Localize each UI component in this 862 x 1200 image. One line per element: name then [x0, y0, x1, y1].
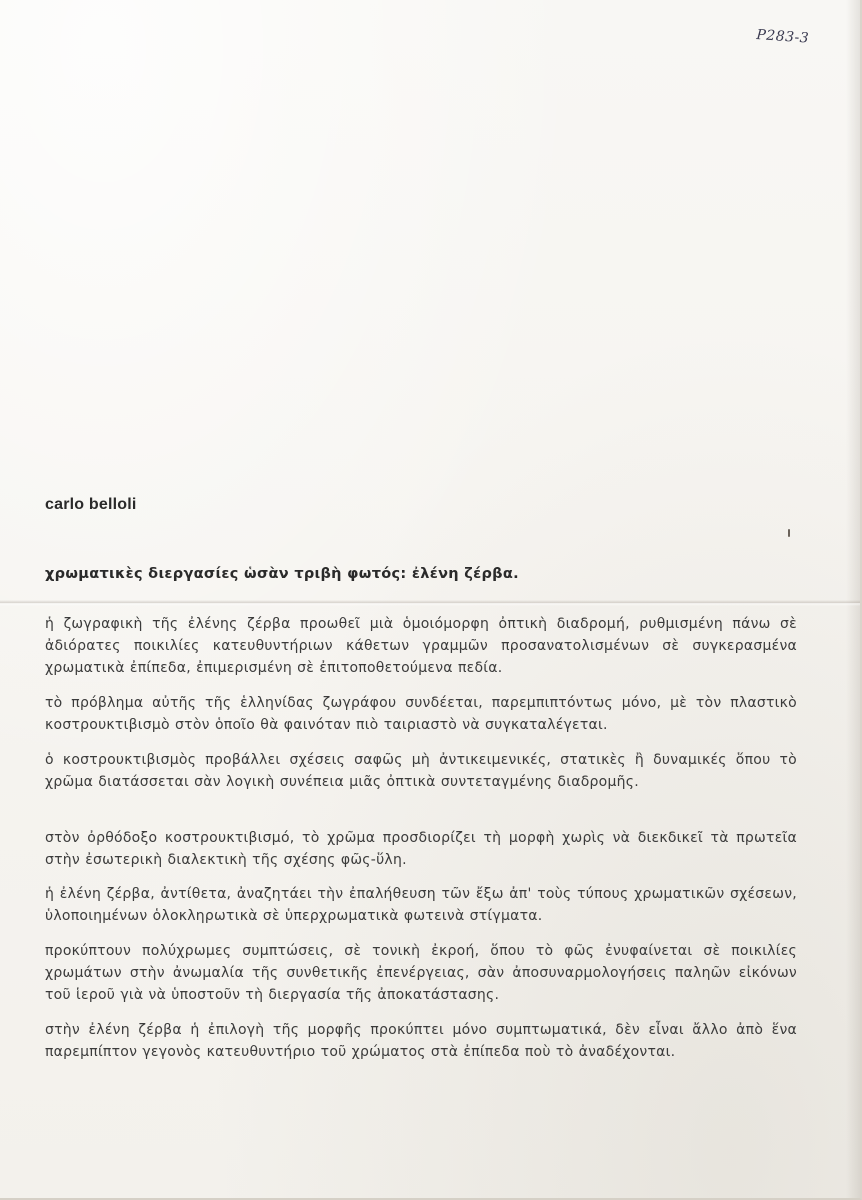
paragraph-7: στὴν ἐλένη ζέρβα ἡ ἐπιλογὴ τῆς μορφῆς προκύπτει μόνο συμπτωματικά, δὲν εἶναι ἄλλο ἀπὸ ἕνα παρεμπίπτον γεγονὸς κατευθυντήριο τοῦ χρώματος στὰ ἐπίπεδα ποὺ τὸ ἀναδέχονται.: [45, 1022, 797, 1060]
handwritten-catalog-mark: P283-3: [755, 27, 810, 47]
paragraph-3: ὁ κοστρουκτιβισμὸς προβάλλει σχέσεις σαφῶς μὴ ἀντικειμενικές, στατικὲς ἢ δυναμικές ὅπου τὸ χρῶμα διατάσσεται σὰν λογικὴ συνέπεια μιᾶς ὀπτικὰ συντεταγμένης διαδρομῆς.: [45, 752, 797, 790]
paragraph-2: τὸ πρόβλημα αὐτῆς τῆς ἑλληνίδας ζωγράφου συνδέεται, παρεμπιπτόντως μόνο, μὲ τὸν πλαστικὸ κοστρουκτιβισμὸ στὸν ὁποῖο θὰ φαινόταν πιὸ ταιριαστὸ νὰ συγκαταλέγεται.: [45, 695, 797, 733]
paper-speck: [788, 529, 790, 537]
paragraph-1: ἡ ζωγραφικὴ τῆς ἐλένης ζέρβα προωθεῖ μιὰ ὁμοιόμορφη ὀπτικὴ διαδρομή, ρυθμισμένη πάνω σὲ ἀδιόρατες ποικιλίες κατευθυντήριων κάθετων γραμμῶν προσανατολισμένων σὲ συγκερασμένα χρωματικὰ ἐπίπεδα, ἐπιμερισμένη σὲ ἐπιτοποθετούμενα πεδία.: [45, 616, 797, 676]
paper-fold-line: [0, 600, 862, 606]
author-name: carlo belloli: [45, 496, 137, 513]
paragraph-4: στὸν ὀρθόδοξο κοστρουκτιβισμό, τὸ χρῶμα προσδιορίζει τὴ μορφὴ χωρὶς νὰ διεκδικεῖ τὰ πρωτεῖα στὴν ἐσωτερικὴ διαλεκτικὴ τῆς σχέσης φῶς-ὕλη.: [45, 830, 797, 868]
paragraph-6: προκύπτουν πολύχρωμες συμπτώσεις, σὲ τονικὴ ἐκροή, ὅπου τὸ φῶς ἐνυφαίνεται σὲ ποικιλίες χρωμάτων στὴν ἀνωμαλία τῆς συνθετικῆς ἐπενέργειας, σὰν ἀποσυναρμολογήσεις παληῶν εἰκόνων τοῦ ἱεροῦ γιὰ νὰ ὑποστοῦν τὴ διεργασία τῆς ἀποκατάστασης.: [45, 943, 797, 1003]
paragraph-5: ἡ ἐλένη ζέρβα, ἀντίθετα, ἀναζητάει τὴν ἐπαλήθευση τῶν ἔξω ἀπ' τοὺς τύπους χρωματικῶν σχέσεων, ὑλοποιημένων ὁλοκληρωτικὰ σὲ ὑπερχρωματικὰ φωτεινὰ στίγματα.: [45, 886, 797, 924]
article-title: χρωματικὲς διεργασίες ὡσὰν τριβὴ φωτός: ἐλένη ζέρβα.: [45, 566, 519, 582]
